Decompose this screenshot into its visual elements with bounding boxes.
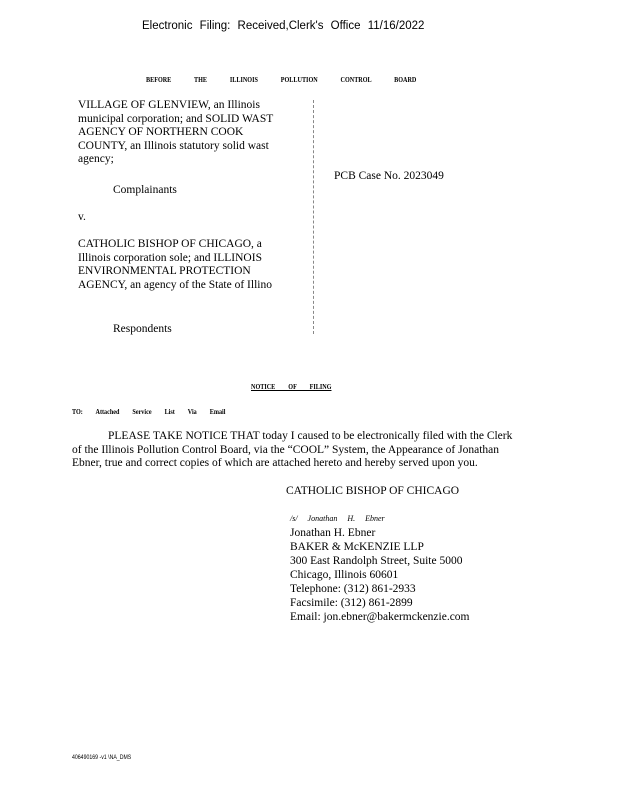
caption-line: AGENCY OF NORTHERN COOK [78,126,244,139]
notice-body [72,430,588,471]
board-heading: BEFORE THE ILLINOIS POLLUTION CONTROL BOARD [146,75,417,84]
signature-line: Facsimile: (312) 861-2899 [290,597,413,609]
case-number: PCB Case No. 2023049 [334,170,444,182]
respondents-label: Respondents [113,323,172,335]
caption-line: municipal corporation; and SOLID WAST [78,112,274,125]
electronic-signature: /s/ Jonathan H. Ebner [290,514,385,523]
email-line: Email: jon.ebner@bakermckenzie.com [290,611,470,623]
versus-label: v. [78,211,86,223]
footer-code: 406490169 -v1 \NA_DMS [72,754,132,761]
signature-line: Telephone: (312) 861-2933 [290,583,416,595]
signature-line: BAKER & McKENZIE LLP [290,541,424,553]
filing-stamp: Electronic Filing: Received,Clerk's Office 11/16/2022 [142,20,425,32]
respondents-party [78,238,308,292]
caption-divider [313,100,314,334]
caption-line: CATHOLIC BISHOP OF CHICAGO, a [78,238,262,250]
caption-line: agency; [78,153,114,166]
body-line: of the Illinois Pollution Control Board, via the “COOL” System, the Appearance of Jonathan [72,443,500,456]
body-line: Ebner, true and correct copies of which are attached hereto and hereby served upon you. [72,457,478,470]
caption-line: COUNTY, an Illinois statutory solid wast [78,139,269,152]
to-line: TO: Attached Service List Via Email [72,407,226,416]
body-line: PLEASE TAKE NOTICE THAT today I caused to be electronically filed with the Clerk [108,430,513,442]
signature-line: Jonathan H. Ebner [290,527,376,539]
caption-line: ENVIRONMENTAL PROTECTION [78,265,251,278]
signature-line: Chicago, Illinois 60601 [290,569,399,581]
client-name: CATHOLIC BISHOP OF CHICAGO [286,485,460,497]
signature-line: 300 East Randolph Street, Suite 5000 [290,555,463,567]
caption-line: AGENCY, an agency of the State of Illino [78,278,272,291]
complainants-label: Complainants [113,184,177,196]
notice-title: NOTICE OF FILING [251,382,332,391]
signature-block [290,526,470,624]
caption-line: VILLAGE OF GLENVIEW, an Illinois [78,99,260,111]
caption-line: Illinois corporation sole; and ILLINOIS [78,251,262,264]
complainants-party [78,99,308,167]
